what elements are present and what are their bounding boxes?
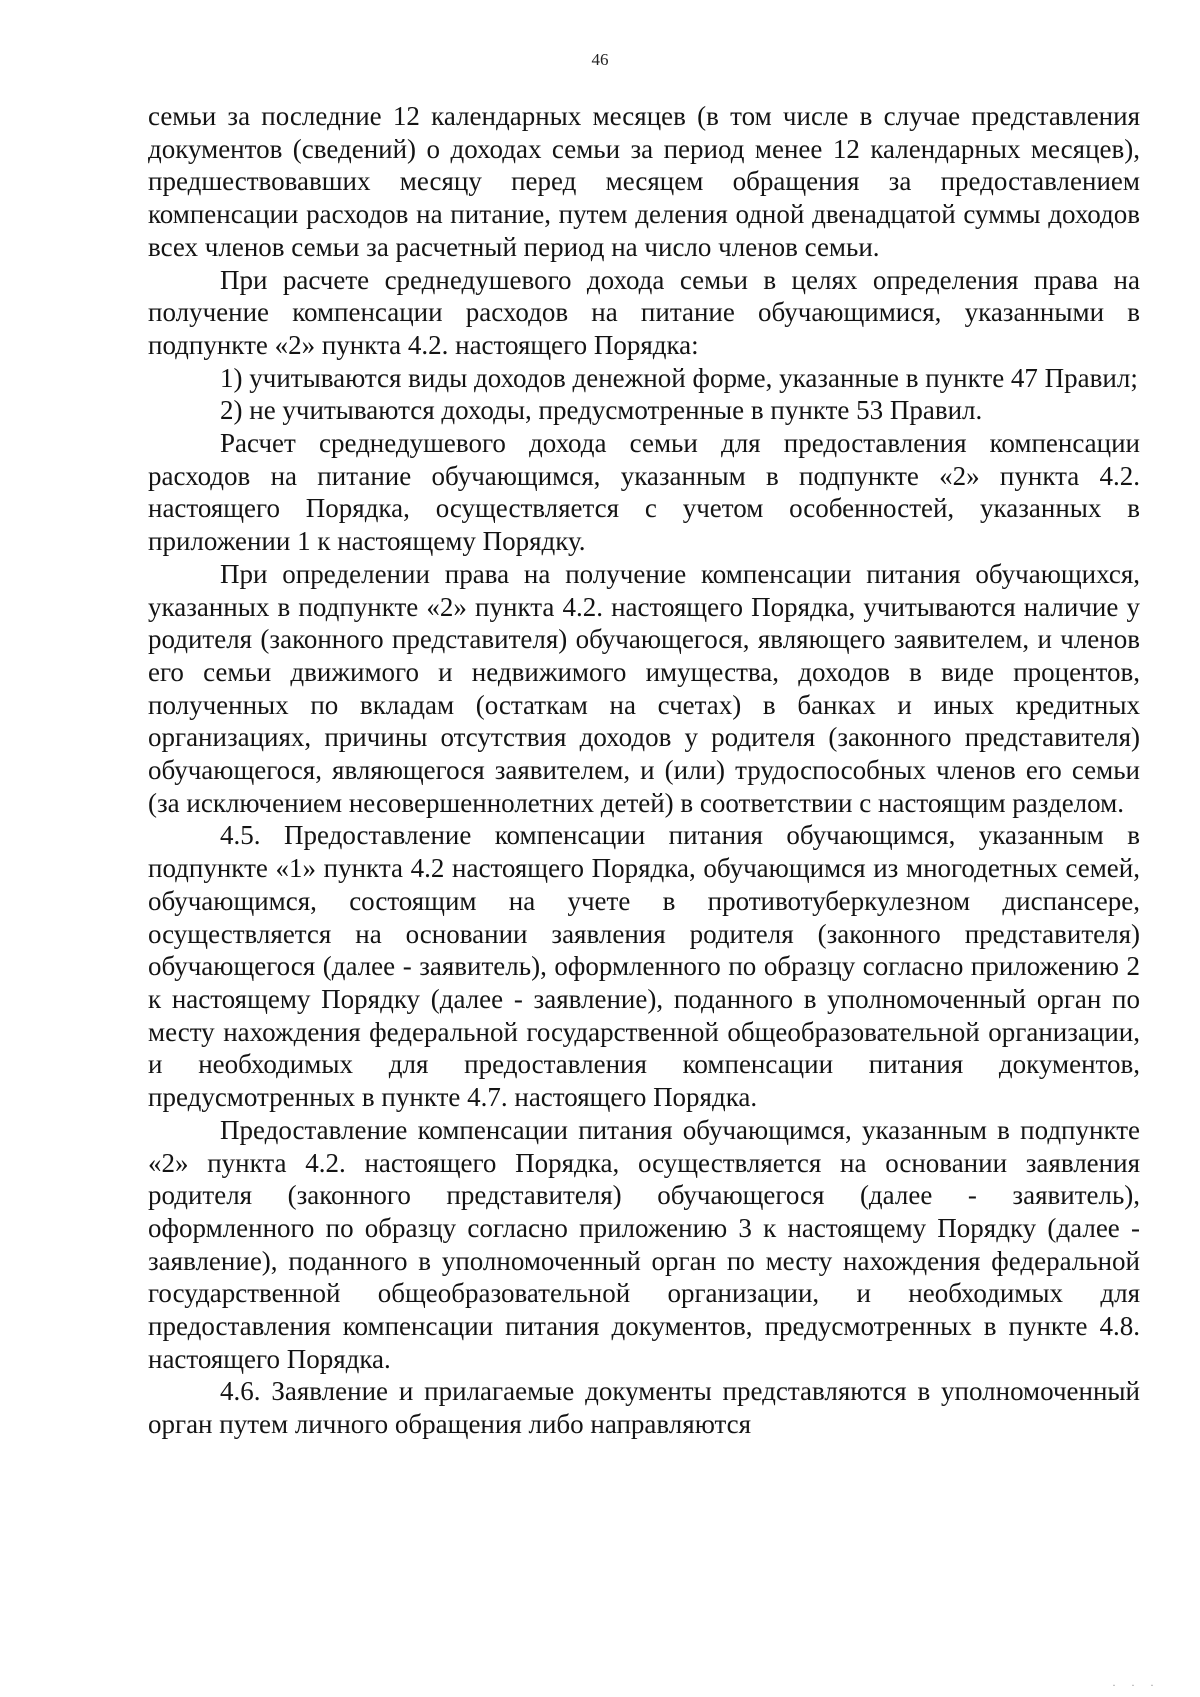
paragraph: При расчете среднедушевого дохода семьи в целях определения права на получение компенсации расходов на питание обучающимися, указанными в подпункте «2» пункта 4.2. настоящего Порядка:	[148, 264, 1140, 360]
paragraph: семьи за последние 12 календарных месяцев (в том числе в случае представления документов (сведений) о доходах семьи за период менее 12 календарных месяцев), предшествовавших месяцу перед месяцем обращения за предоставлением компенсации расходов на питание, путем деления одной двенадцатой суммы доходов всех членов семьи за расчетный период на число членов семьи.	[148, 101, 1140, 262]
scan-corner-mark: · · ·	[1112, 1678, 1160, 1692]
paragraph: Расчет среднедушевого дохода семьи для предоставления компенсации расходов на питание обучающимся, указанным в подпункте «2» пункта 4.2. настоящего Порядка, осуществляется с учетом особенностей, указанных в приложении 1 к настоящему Порядку.	[148, 428, 1140, 557]
document-body	[148, 100, 1140, 1441]
paragraph: 1) учитываются виды доходов денежной форме, указанные в пункте 47 Правил;	[220, 362, 1138, 393]
paragraph: При определении права на получение компенсации питания обучающихся, указанных в подпункте «2» пункта 4.2. настоящего Порядка, учитываются наличие у родителя (законного представителя) обучающегося, являющего заявителем, и членов его семьи движимого и недвижимого имущества, доходов в виде процентов, полученных по вкладам (остаткам на счетах) в банках и иных кредитных организациях, причины отсутствия доходов у родителя (законного представителя) обучающегося, являющегося заявителем, и (или) трудоспособных членов его семьи (за исключением несовершеннолетних детей) в соответствии с настоящим разделом.	[148, 558, 1140, 818]
paragraph-section-4-6: 4.6. Заявление и прилагаемые документы представляются в уполномоченный орган путем личного обращения либо направляются	[148, 1376, 1140, 1440]
paragraph-section-4-5: 4.5. Предоставление компенсации питания обучающимся, указанным в подпункте «1» пункта 4.2 настоящего Порядка, обучающимся из многодетных семей, обучающимся, состоящим на учете в противотуберкулезном диспансере, осуществляется на основании заявления родителя (законного представителя) обучающегося (далее - заявитель), оформленного по образцу согласно приложению 2 к настоящему Порядку (далее - заявление), поданного в уполномоченный орган по месту нахождения федеральной государственной общеобразовательной организации, и необходимых для предоставления компенсации питания документов, предусмотренных в пункте 4.7. настоящего Порядка.	[148, 820, 1140, 1113]
paragraph: Предоставление компенсации питания обучающимся, указанным в подпункте «2» пункта 4.2. настоящего Порядка, осуществляется на основании заявления родителя (законного представителя) обучающегося (далее - заявитель), оформленного по образцу согласно приложению 3 к настоящему Порядку (далее - заявление), поданного в уполномоченный орган по месту нахождения федеральной государственной общеобразовательной организации, и необходимых для предоставления компенсации питания документов, предусмотренных в пункте 4.8. настоящего Порядка.	[148, 1114, 1140, 1374]
page-number: 46	[591, 50, 609, 69]
paragraph: 2) не учитываются доходы, предусмотренные в пункте 53 Правил.	[220, 395, 983, 426]
